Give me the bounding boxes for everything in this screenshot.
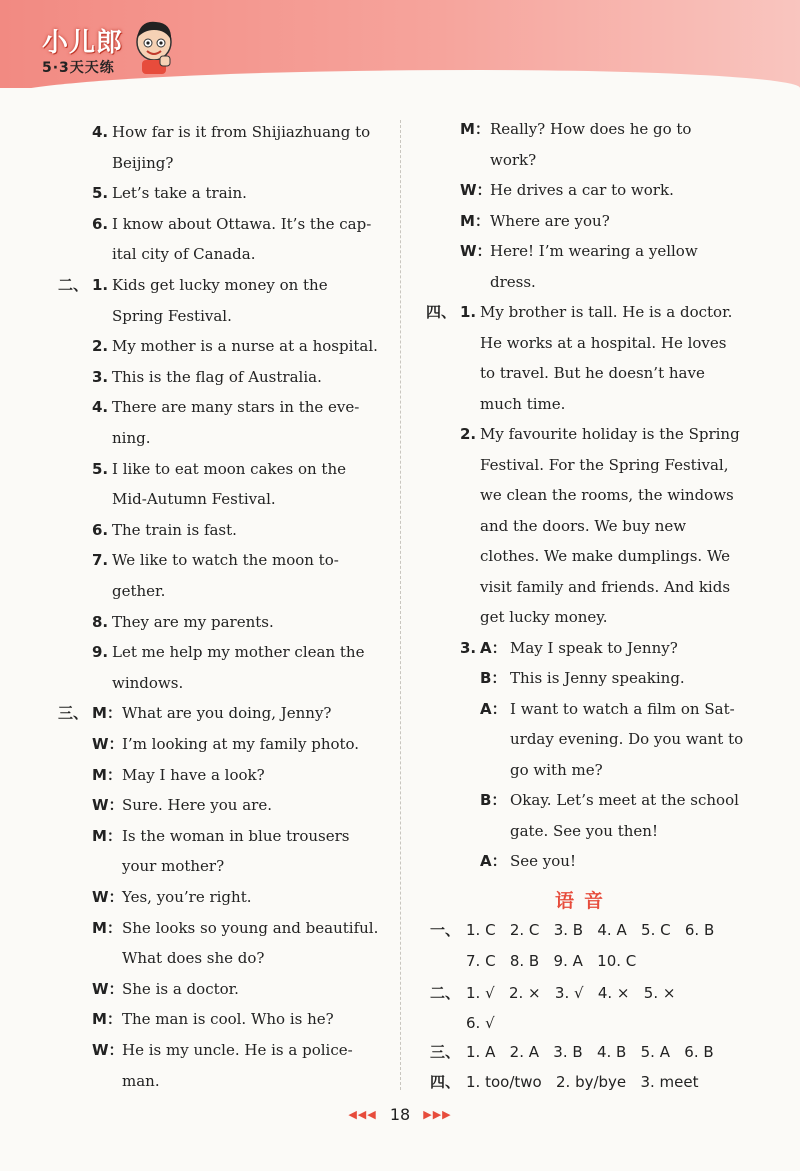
speaker-label: B： [480, 791, 507, 809]
line-text: My brother is tall. He is a doctor. [480, 303, 733, 321]
speaker-label: W： [460, 181, 492, 199]
line-text: go with me? [510, 760, 603, 779]
speaker-label: A： [480, 638, 507, 657]
line-text: How far is it from Shijiazhuang to [112, 123, 371, 141]
footer-left-arrows: ◀◀◀ [348, 1108, 377, 1121]
line-text: and the doors. We buy new [480, 516, 687, 535]
line-text: May I speak to Jenny? [510, 638, 678, 657]
line-text: Beijing? [112, 153, 174, 172]
line-text: There are many stars in the eve- [112, 398, 360, 417]
section-marker: 四、 [426, 303, 457, 321]
item-number: 3. [92, 367, 109, 386]
line-text: ital city of Canada. [112, 245, 256, 264]
answer-line [466, 1013, 495, 1033]
answer-text: 1. A 2. A 3. B 4. B 5. A 6. B [466, 1043, 714, 1061]
footer-right-arrows: ▶▶▶ [423, 1108, 452, 1121]
line-text: I’m looking at my family photo. [122, 735, 360, 753]
answer-line [430, 1072, 699, 1092]
section-marker: 三、 [430, 1043, 461, 1061]
item-number: 8. [92, 612, 109, 631]
speaker-label: M： [92, 918, 122, 937]
section-title-phonics: 语音 [555, 890, 614, 912]
line-text: Kids get lucky money on the [112, 276, 328, 294]
line-text: I want to watch a film on Sat- [510, 699, 735, 718]
line-text: gether. [112, 582, 166, 600]
speaker-label: M： [92, 704, 122, 723]
line-text: to travel. But he doesn’t have [480, 364, 705, 382]
line-text: He is my uncle. He is a police- [122, 1041, 353, 1059]
line-text: Mid-Autumn Festival. [112, 490, 276, 509]
line-text: I like to eat moon cakes on the [112, 459, 346, 478]
speaker-label: A： [480, 852, 507, 870]
line-text: He works at a hospital. He loves [480, 333, 727, 352]
logo [42, 22, 123, 77]
item-number: 4. [92, 123, 109, 141]
line-text: Where are you? [490, 211, 610, 230]
logo-subtitle: 5·3天天练 [42, 60, 115, 76]
line-text: May I have a look? [122, 765, 265, 784]
line-text: What does she do? [122, 949, 265, 968]
line-text: I know about Ottawa. It’s the cap- [112, 214, 372, 233]
line-text: Really? How does he go to [490, 120, 692, 138]
line-text: we clean the rooms, the windows [480, 486, 734, 504]
answer-text: 1. C 2. C 3. B 4. A 5. C 6. B [466, 921, 715, 939]
line-text: Is the woman in blue trousers [122, 826, 350, 845]
line-text: He drives a car to work. [490, 181, 674, 199]
line-text: Let me help my mother clean the [112, 643, 365, 662]
speaker-label: A： [480, 699, 507, 718]
line-text: Okay. Let’s meet at the school [510, 791, 739, 809]
answer-text: 1. √ 2. × 3. √ 4. × 5. × [466, 984, 676, 1002]
speaker-label: M： [460, 211, 490, 230]
speaker-label: W： [92, 735, 124, 753]
column-divider [400, 120, 401, 1090]
page-footer [0, 1105, 800, 1124]
item-number: 1. [460, 303, 477, 321]
item-number: 4. [92, 398, 109, 417]
line-text: See you! [510, 852, 576, 870]
line-text: windows. [112, 673, 184, 692]
line-text: Let’s take a train. [112, 184, 247, 203]
item-number: 9. [92, 643, 109, 662]
line-text: She is a doctor. [122, 979, 239, 998]
line-text: get lucky money. [480, 608, 608, 626]
line-text: work? [490, 150, 537, 169]
section-marker: 三、 [58, 704, 89, 723]
line-text: Spring Festival. [112, 306, 232, 325]
speaker-label: W： [92, 796, 124, 815]
line-text: urday evening. Do you want to [510, 730, 744, 748]
speaker-label: W： [92, 888, 124, 906]
line-text: visit family and friends. And kids [480, 577, 731, 596]
line-text: gate. See you then! [510, 821, 658, 840]
section-marker: 四、 [430, 1073, 461, 1091]
line-text: We like to watch the moon to- [112, 551, 339, 570]
item-number: 5. [92, 459, 109, 478]
line-text: What are you doing, Jenny? [122, 704, 332, 723]
item-number: 7. [92, 551, 109, 570]
line-text: Festival. For the Spring Festival, [480, 455, 729, 474]
answer-text: 6. √ [466, 1014, 495, 1032]
answer-text: 7. C 8. B 9. A 10. C [466, 952, 637, 970]
line-text: My favourite holiday is the Spring [480, 425, 740, 443]
line-text: This is Jenny speaking. [510, 669, 685, 687]
section-marker: 一、 [430, 921, 461, 939]
line-text: This is the flag of Australia. [112, 367, 322, 386]
line-text: Yes, you’re right. [122, 888, 252, 906]
line-text: much time. [480, 394, 566, 413]
speaker-label: M： [92, 765, 122, 784]
speaker-label: W： [92, 1041, 124, 1059]
answer-line [430, 983, 676, 1003]
item-number: 1. [92, 276, 109, 294]
item-number: 2. [92, 337, 109, 356]
answer-line [466, 951, 636, 971]
item-number: 5. [92, 184, 109, 203]
line-text: The train is fast. [112, 520, 237, 539]
speaker-label: M： [460, 120, 490, 138]
speaker-label: B： [480, 669, 507, 687]
line-text: man. [122, 1071, 160, 1090]
answer-text: 1. too/two 2. by/bye 3. meet [466, 1073, 699, 1091]
item-number: 3. [460, 638, 477, 657]
speaker-label: W： [460, 242, 492, 260]
section-marker: 二、 [58, 276, 89, 294]
logo-brand: 小儿郎 [42, 28, 124, 58]
line-text: My mother is a nurse at a hospital. [112, 337, 378, 356]
item-number: 2. [460, 425, 477, 443]
line-text: They are my parents. [112, 612, 274, 631]
section-marker: 二、 [430, 984, 461, 1002]
speaker-label: M： [92, 1010, 122, 1029]
item-number: 6. [92, 520, 109, 539]
line-text: clothes. We make dumplings. We [480, 547, 731, 565]
line-text: your mother? [122, 857, 225, 876]
line-text: dress. [490, 272, 536, 291]
mascot-icon [132, 18, 176, 76]
page-number: 18 [389, 1105, 411, 1124]
line-text: The man is cool. Who is he? [122, 1010, 334, 1029]
answer-line [430, 1042, 714, 1062]
line-text: Here! I’m wearing a yellow [490, 242, 698, 260]
line-text: Sure. Here you are. [122, 796, 272, 815]
speaker-label: W： [92, 979, 124, 998]
item-number: 6. [92, 214, 109, 233]
line-text: She looks so young and beautiful. [122, 918, 379, 937]
answer-line [430, 920, 715, 940]
speaker-label: M： [92, 826, 122, 845]
line-text: ning. [112, 429, 151, 447]
